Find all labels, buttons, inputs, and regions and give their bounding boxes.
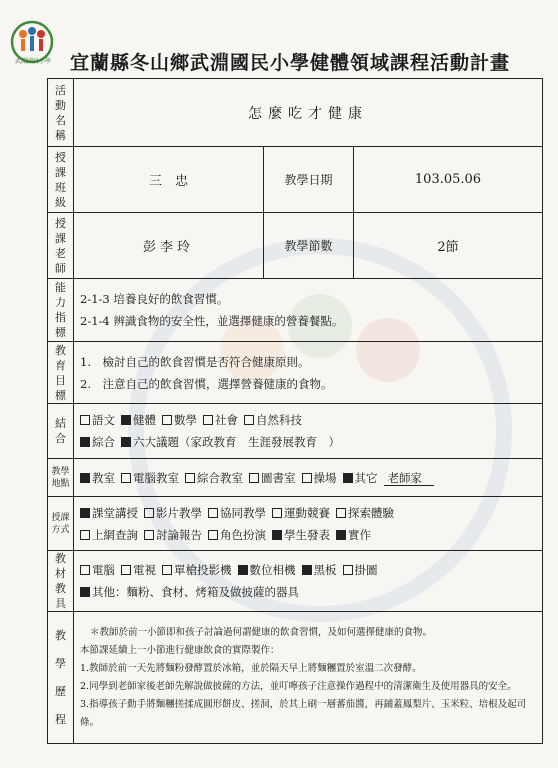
row-integration: [48, 404, 543, 459]
goal-line: 2. 注意自己的飲食習慣，選擇營養健康的食物。: [80, 376, 333, 391]
checkbox-label: 黑板: [313, 563, 337, 577]
checkbox-label: 掛圖: [354, 563, 378, 577]
label-method: 授課方式: [51, 512, 70, 535]
competency-line: 2-1-4 辨識食物的安全性，並選擇健康的營養餐點。: [80, 314, 344, 328]
label-teacher: 授課老師: [55, 216, 66, 275]
location-line: [80, 467, 536, 489]
checkbox-option[interactable]: [80, 471, 115, 485]
activity-name: 怎麼吃才健康: [74, 79, 543, 147]
checkbox-empty-icon: [144, 508, 154, 518]
checkbox-label: 探索體驗: [348, 505, 394, 520]
checkbox-label: 社會: [215, 413, 238, 427]
checkbox-empty-icon: [144, 530, 154, 540]
checkbox-empty-icon: [162, 415, 172, 425]
checkbox-option[interactable]: [208, 506, 266, 520]
checkbox-label: 協同教學: [220, 505, 266, 520]
checkbox-empty-icon: [80, 565, 90, 575]
checkbox-label: 電視: [133, 563, 156, 577]
logo-text: 武淵國民小學: [14, 58, 51, 65]
history-line: 2.同學到老師家後老師先解說做披薩的方法，並叮嚀孩子注意操作過程中的清潔衛生及使用器具的安全。: [80, 680, 517, 692]
checkbox-option[interactable]: [244, 413, 302, 427]
plan-table: [47, 78, 543, 744]
checkbox-label: 自然科技: [256, 413, 302, 427]
history-line: 1.教師於前一天先將麵粉發酵置於冰箱，並於隔天早上將麵糰置於室溫二次發酵。: [80, 662, 422, 674]
integration-line2: [80, 431, 536, 453]
row-teacher: [48, 213, 543, 279]
location-options: [80, 471, 384, 485]
checkbox-option[interactable]: [302, 563, 337, 577]
checkbox-empty-icon: [343, 565, 353, 575]
date-value: 103.05.06: [354, 147, 543, 213]
checkbox-label: 健體: [133, 413, 156, 427]
history-line: ＊教師於前一小節即和孩子討論過何謂健康的飲食習慣，及如何選擇健康的食物。: [90, 626, 433, 638]
checkbox-checked-icon: [302, 565, 312, 575]
row-competency: [48, 279, 543, 342]
label-location: 教學地點: [51, 466, 70, 489]
checkbox-option[interactable]: [162, 563, 232, 577]
class-value: 三 忠: [74, 147, 264, 213]
checkbox-option[interactable]: [343, 471, 378, 485]
checkbox-label: 數學: [174, 413, 197, 427]
teacher-value: 彭李玲: [74, 213, 264, 279]
checkbox-option[interactable]: [80, 528, 138, 542]
checkbox-label: 綜合: [92, 435, 115, 449]
checkbox-checked-icon: [238, 565, 248, 575]
checkbox-option[interactable]: [336, 528, 371, 542]
checkbox-empty-icon: [272, 508, 282, 518]
checkbox-checked-icon: [336, 530, 346, 540]
checkbox-label: 角色扮演: [220, 527, 266, 542]
checkbox-label: 學生發表: [284, 527, 330, 542]
checkbox-option[interactable]: [208, 528, 266, 542]
checkbox-empty-icon: [185, 473, 195, 483]
history-line: 3.指導孩子動手將麵糰搓揉成圓形餅皮、搓洞，於其上刷一層蕃茄醬，再鋪蓋鳳梨片、玉米粒、培根及起司條。: [80, 698, 527, 728]
checkbox-checked-icon: [80, 473, 90, 483]
checkbox-empty-icon: [302, 473, 312, 483]
row-activity: [48, 79, 543, 147]
checkbox-checked-icon: [272, 530, 282, 540]
checkbox-option[interactable]: [203, 413, 238, 427]
checkbox-option[interactable]: [121, 435, 340, 449]
checkbox-checked-icon: [121, 415, 131, 425]
checkbox-empty-icon: [208, 508, 218, 518]
checkbox-option[interactable]: [121, 471, 179, 485]
location-other-value: 老師家: [384, 471, 435, 486]
checkbox-label: 圖書室: [261, 470, 296, 485]
checkbox-label: 六大議題（家政教育 生涯發展教育 ）: [133, 435, 340, 449]
checkbox-label: 電腦教室: [133, 470, 179, 485]
row-class: [48, 147, 543, 213]
label-competency: 能力指標: [55, 281, 66, 339]
checkbox-label: 課堂講授: [92, 505, 138, 520]
checkbox-label: 實作: [348, 527, 371, 542]
checkbox-option[interactable]: [272, 506, 330, 520]
method-line2: [80, 524, 536, 546]
checkbox-empty-icon: [208, 530, 218, 540]
checkbox-option[interactable]: [343, 563, 378, 577]
checkbox-option[interactable]: [121, 413, 156, 427]
checkbox-option[interactable]: [144, 528, 202, 542]
checkbox-option[interactable]: [121, 563, 156, 577]
checkbox-option[interactable]: [302, 471, 337, 485]
checkbox-empty-icon: [80, 415, 90, 425]
checkbox-option[interactable]: [336, 506, 394, 520]
label-materials: 教材教具: [55, 552, 66, 610]
label-class: 授課班級: [55, 150, 66, 209]
checkbox-label: 其它: [354, 470, 378, 485]
integration-line1: [80, 409, 536, 431]
goal-line: 1. 檢討自己的飲食習慣是否符合健康原則。: [80, 354, 310, 369]
checkbox-label: 電腦: [92, 563, 115, 577]
history-line: 本節課延續上一小節進行健康飲食的實際製作：: [80, 644, 280, 656]
checkbox-label: 數位相機: [249, 563, 296, 577]
checkbox-label: 操場: [313, 470, 337, 485]
row-goals: [48, 342, 543, 404]
checkbox-option[interactable]: [144, 506, 202, 520]
row-history: [48, 612, 543, 744]
row-location: [48, 459, 543, 497]
checkbox-label: 運動競賽: [284, 505, 330, 520]
checkbox-empty-icon: [336, 508, 346, 518]
date-label: 教學日期: [264, 147, 354, 213]
page-title: 宜蘭縣冬山鄉武淵國民小學健體領域課程活動計畫: [70, 52, 511, 74]
checkbox-checked-icon: [80, 587, 90, 597]
checkbox-empty-icon: [203, 415, 213, 425]
checkbox-empty-icon: [121, 565, 131, 575]
row-method: [48, 497, 543, 551]
periods-label: 教學節數: [264, 213, 354, 279]
checkbox-empty-icon: [162, 565, 172, 575]
materials-other: 其他：麵粉、食材、烤箱及做披薩的器具: [80, 581, 536, 603]
checkbox-label: 綜合教室: [197, 470, 243, 485]
checkbox-empty-icon: [244, 415, 254, 425]
checkbox-label: 教室: [92, 470, 115, 485]
periods-value: 2節: [354, 213, 543, 279]
checkbox-checked-icon: [80, 508, 90, 518]
checkbox-label: 影片教學: [156, 505, 202, 520]
checkbox-empty-icon: [121, 473, 131, 483]
checkbox-label: 單槍投影機: [174, 563, 232, 577]
checkbox-checked-icon: [343, 473, 353, 483]
checkbox-option[interactable]: [80, 506, 138, 520]
checkbox-option[interactable]: [80, 435, 115, 449]
checkbox-label: 語文: [92, 413, 115, 427]
checkbox-option[interactable]: [238, 563, 296, 577]
checkbox-label: 上網查詢: [92, 527, 138, 542]
checkbox-option[interactable]: [185, 471, 243, 485]
label-history: 教學歷程: [55, 628, 66, 726]
label-activity: 活動名稱: [55, 83, 66, 142]
checkbox-option[interactable]: [80, 413, 115, 427]
checkbox-option[interactable]: [162, 413, 197, 427]
checkbox-checked-icon: [80, 437, 90, 447]
checkbox-option[interactable]: [272, 528, 330, 542]
label-integration: 結合: [55, 417, 66, 445]
checkbox-option[interactable]: [249, 471, 296, 485]
row-materials: [48, 551, 543, 612]
competency-line: 2-1-3 培養良好的飲食習慣。: [80, 292, 229, 306]
checkbox-empty-icon: [249, 473, 259, 483]
checkbox-checked-icon: [121, 437, 131, 447]
method-line1: [80, 502, 536, 524]
checkbox-label: 討論報告: [156, 527, 202, 542]
materials-line1: [80, 559, 536, 581]
label-goals: 教育目標: [55, 343, 66, 402]
checkbox-option[interactable]: [80, 563, 115, 577]
checkbox-empty-icon: [80, 530, 90, 540]
